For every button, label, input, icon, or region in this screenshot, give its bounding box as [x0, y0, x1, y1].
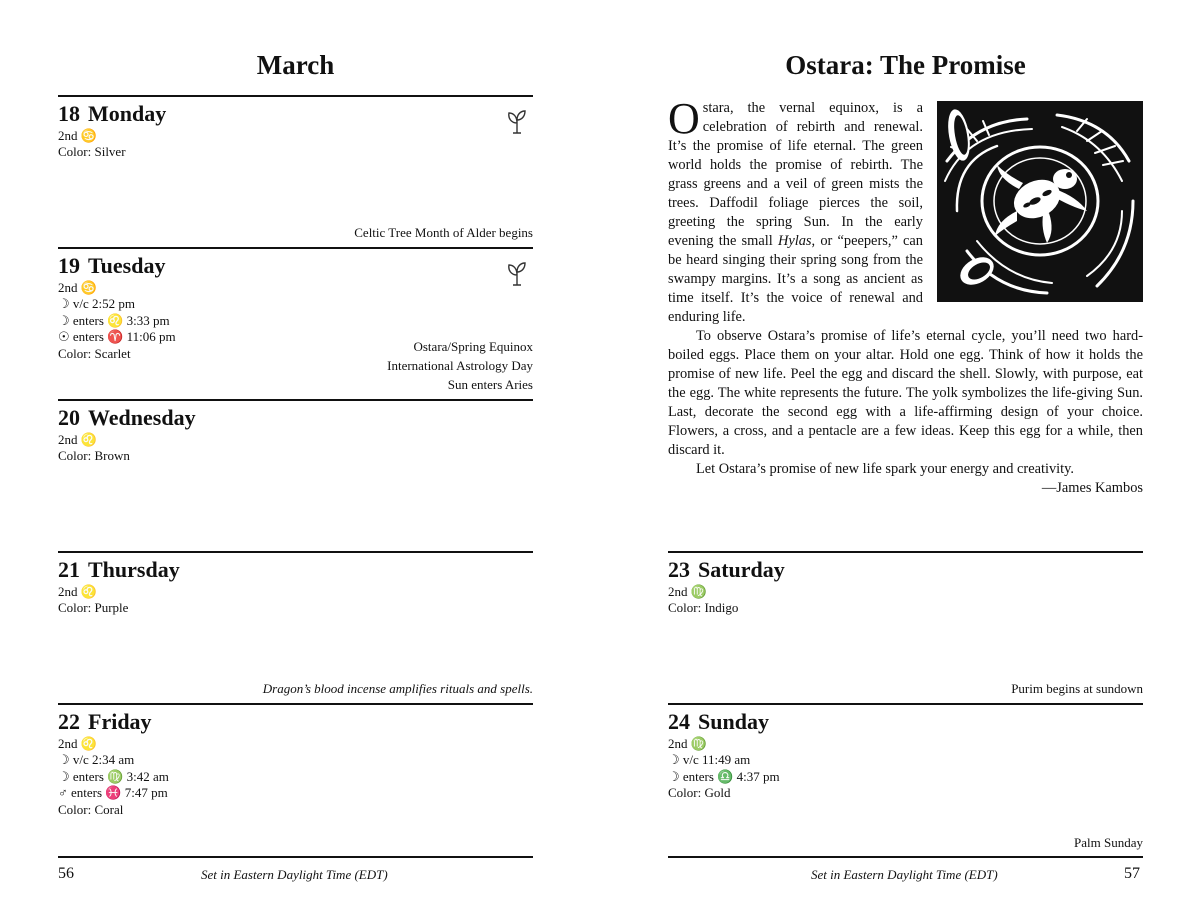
moon-phase-line: 2nd ♋ — [58, 280, 97, 295]
day-name: Saturday — [698, 557, 785, 582]
day-heading — [668, 559, 785, 581]
moon-phase-line: 2nd ♌ — [58, 584, 97, 599]
moon-phase-line: 2nd ♋ — [58, 128, 97, 143]
day-heading — [58, 559, 180, 581]
page-title-right: Ostara: The Promise — [785, 50, 1026, 80]
day-name: Thursday — [88, 557, 180, 582]
color-line: Color: Brown — [58, 448, 130, 464]
day-heading — [668, 711, 769, 733]
sprout-icon — [505, 259, 529, 287]
color-line: Color: Purple — [58, 600, 129, 616]
footer-rule-left — [58, 856, 533, 858]
color-line: Color: Coral — [58, 801, 124, 817]
event-line: Celtic Tree Month of Alder begins — [354, 225, 533, 240]
page-title-left: March — [256, 50, 335, 80]
void-of-course-line: ☽ v/c 11:49 am — [668, 752, 751, 768]
moon-ingress-line: ☽ enters ♍ 3:42 am — [58, 768, 169, 784]
day-heading — [58, 407, 196, 429]
void-of-course-line: ☽ v/c 2:52 pm — [58, 296, 136, 312]
page-number-left: 56 — [58, 865, 74, 882]
mars-ingress-line: ♂ enters ♓ 7:47 pm — [58, 785, 168, 801]
footer-rule-right — [668, 856, 1143, 858]
day-name: Sunday — [698, 709, 769, 734]
event-line: Purim begins at sundown — [1011, 681, 1143, 696]
essay-continued — [668, 327, 1143, 498]
moon-ingress-line: ☽ enters ♌ 3:33 pm — [58, 312, 170, 328]
day-heading — [58, 711, 152, 733]
event-line: International Astrology Day — [387, 358, 533, 373]
essay-text: stara, the vernal equinox, is a celebration of rebirth and renewal. It’s the promise of life eternal. The green world holds the promise of rebirth. The grass greens and a veil of green mists the trees. Daffodil foliage pierces the soil, greeting the spring Sun. In the early evening the small — [668, 100, 923, 249]
day-entry-tuesday — [58, 247, 533, 399]
day-heading — [58, 255, 165, 277]
essay-paragraph: To observe Ostara’s promise of life’s eternal cycle, you’ll need two hard-boiled eggs. Place them on your altar. Hold one egg. Think of how it holds the promise of new life. Peel the egg and discard the shell. Slowly, with purpose, eat the egg. The white represents the future. The yolk symbolizes the life-giving Sun. Last, decorate the second egg with a life-affirming design of your choice. Flowers, a cross, and a pentacle are a few ideas. Keep this egg for a while, then discard it. — [668, 328, 1143, 458]
day-name: Monday — [88, 101, 167, 126]
moon-phase-line: 2nd ♌ — [58, 432, 97, 447]
page-number-right: 57 — [1124, 865, 1140, 882]
void-of-course-line: ☽ v/c 2:34 am — [58, 752, 135, 768]
moon-phase-line: 2nd ♍ — [668, 736, 707, 751]
color-line: Color: Gold — [668, 785, 731, 801]
day-details — [58, 128, 126, 161]
day-events — [387, 337, 533, 394]
sun-ingress-line: ☉ enters ♈ 11:06 pm — [58, 329, 176, 345]
day-number: 19 — [58, 253, 80, 278]
day-number: 21 — [58, 557, 80, 582]
day-entry-wednesday — [58, 399, 533, 551]
event-line: Dragon’s blood incense amplifies rituals and spells. — [262, 681, 533, 696]
moon-phase-line: 2nd ♍ — [668, 584, 707, 599]
event-line: Ostara/Spring Equinox — [413, 339, 533, 354]
essay-paragraph: Let Ostara’s promise of new life spark your energy and creativity. — [696, 461, 1075, 477]
essay-italic-text: Hylas — [777, 233, 812, 249]
sprout-icon — [505, 107, 529, 135]
essay-paragraph — [668, 94, 924, 327]
moon-ingress-line: ☽ enters ♎ 4:37 pm — [668, 768, 780, 784]
day-entry-monday — [58, 95, 533, 247]
day-events — [354, 223, 533, 242]
day-details — [668, 736, 780, 802]
day-entry-thursday — [58, 551, 533, 703]
day-details — [58, 736, 169, 818]
day-details — [58, 584, 128, 617]
day-entry-sunday — [668, 703, 1143, 855]
essay-text: , or “peepers,” can be heard singing their spring song from the swampy margins. It’s a song as ancient as time itself. It’s the voice of renewal and enduring life. — [668, 233, 924, 325]
footer-note-left: Set in Eastern Daylight Time (EDT) — [201, 867, 388, 882]
day-events — [1011, 679, 1143, 698]
event-line: Sun enters Aries — [447, 377, 533, 392]
day-number: 20 — [58, 405, 80, 430]
day-events — [263, 679, 533, 698]
footer-note-right: Set in Eastern Daylight Time (EDT) — [811, 867, 998, 882]
color-line: Color: Scarlet — [58, 345, 131, 361]
day-heading — [58, 103, 166, 125]
day-details — [668, 584, 738, 617]
day-number: 23 — [668, 557, 690, 582]
day-name: Tuesday — [88, 253, 166, 278]
day-entry-friday — [58, 703, 533, 855]
day-name: Wednesday — [88, 405, 196, 430]
moon-phase-line: 2nd ♌ — [58, 736, 97, 751]
day-number: 22 — [58, 709, 80, 734]
day-number: 24 — [668, 709, 690, 734]
event-line: Palm Sunday — [1074, 835, 1143, 850]
day-details — [58, 280, 176, 362]
day-entry-saturday — [668, 551, 1143, 703]
day-number: 18 — [58, 101, 80, 126]
day-details — [58, 432, 130, 465]
drop-cap: O — [668, 94, 700, 143]
color-line: Color: Silver — [58, 144, 126, 160]
frog-woodcut-illustration — [937, 101, 1143, 302]
day-name: Friday — [88, 709, 152, 734]
color-line: Color: Indigo — [668, 600, 739, 616]
day-events — [1074, 833, 1143, 852]
essay-author: —James Kambos — [1041, 480, 1143, 496]
